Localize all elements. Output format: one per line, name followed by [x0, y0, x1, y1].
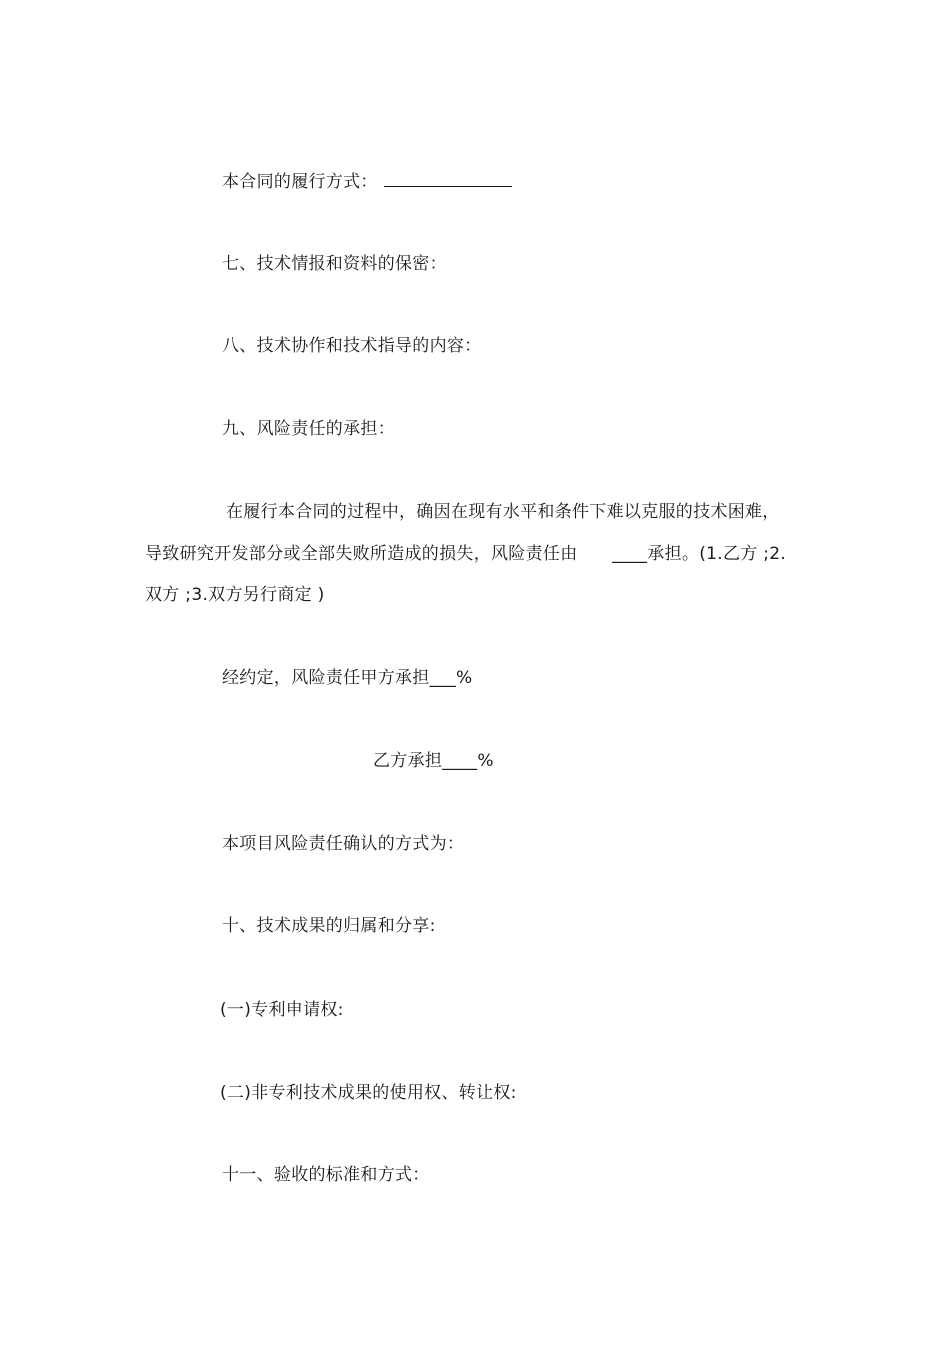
section8-heading: 八、技术协作和技术指导的内容： — [222, 336, 482, 356]
section7-heading: 七、技术情报和资料的保密： — [222, 254, 447, 274]
risk-paragraph-line-1: 在履行本合同的过程中，确因在现有水平和条件下难以克服的技术困难， — [226, 502, 780, 522]
party-a-share-line: 经约定，风险责任甲方承担___% — [222, 668, 473, 688]
subsection-nonpatent-right: (二)非专利技术成果的使用权、转让权: — [220, 1083, 517, 1103]
party-b-share-line: 乙方承担____% — [373, 751, 494, 771]
risk-paragraph-line-3: 双方 ;3.双方另行商定 ) — [145, 585, 325, 605]
risk-paragraph-line-2: 导致研究开发部分或全部失败所造成的损失，风险责任由 ____承担。(1.乙方 ;2. — [145, 544, 787, 564]
confirm-method-line: 本项目风险责任确认的方式为： — [222, 834, 465, 854]
section10-heading: 十、技术成果的归属和分享: — [222, 916, 436, 936]
subsection-patent-right: (一)专利申请权: — [220, 1000, 344, 1020]
section9-heading: 九、风险责任的承担： — [222, 419, 395, 439]
section11-heading: 十一、验收的标准和方式： — [222, 1165, 430, 1185]
performance-method-blank — [384, 172, 512, 187]
performance-method-label: 本合同的履行方式： — [222, 172, 378, 192]
performance-method-line — [222, 172, 512, 192]
